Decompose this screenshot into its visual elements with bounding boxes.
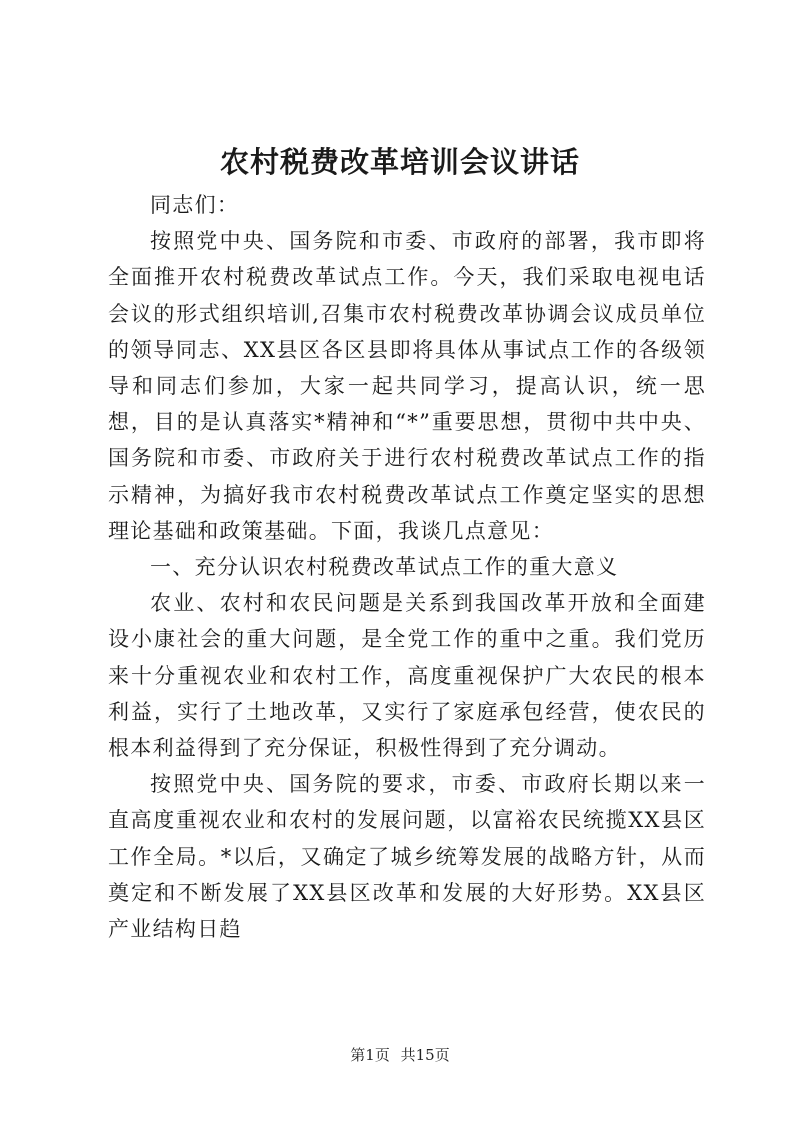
total-pages: 共15页 xyxy=(400,1046,450,1064)
body-paragraph: 按照党中央、国务院和市委、市政府的部署，我市即将全面推开农村税费改革试点工作。今天，我们采取电视电话会议的形式组织培训,召集市农村税费改革协调会议成员单位的领导同志、XX县区各区县即将具体从事试点工作的各级领导和同志们参加，大家一起共同学习，提高认识，统一思想，目的是认真落实*精神和“*”重要思想，贯彻中共中央、国务院和市委、市政府关于进行农村税费改革试点工作的指示精神，为搞好我市农村税费改革试点工作奠定坚实的思想理论基础和政策基础。下面，我谈几点意见： xyxy=(108,229,706,543)
document-title: 农村税费改革培训会议讲话 xyxy=(219,145,580,179)
body-paragraph: 农业、农村和农民问题是关系到我国改革开放和全面建设小康社会的重大问题，是全党工作的重中之重。我们党历来十分重视农业和农村工作，高度重视保护广大农民的根本利益，实行了土地改革，又实行了家庭承包经营，使农民的根本利益得到了充分保证，积极性得到了充分调动。 xyxy=(108,591,706,761)
greeting-paragraph: 同志们： xyxy=(150,193,240,217)
document-body xyxy=(108,187,706,947)
page-number: 第1页 xyxy=(350,1046,390,1064)
page-footer xyxy=(0,1044,800,1065)
body-paragraph: 按照党中央、国务院的要求，市委、市政府长期以来一直高度重视农业和农村的发展问题，以富裕农民统揽XX县区工作全局。*以后，又确定了城乡统筹发展的战略方针，从而奠定和不断发展了XX县区改革和发展的大好形势。XX县区产业结构日趋 xyxy=(108,772,706,942)
section-heading: 一、充分认识农村税费改革试点工作的重大意义 xyxy=(150,555,619,580)
